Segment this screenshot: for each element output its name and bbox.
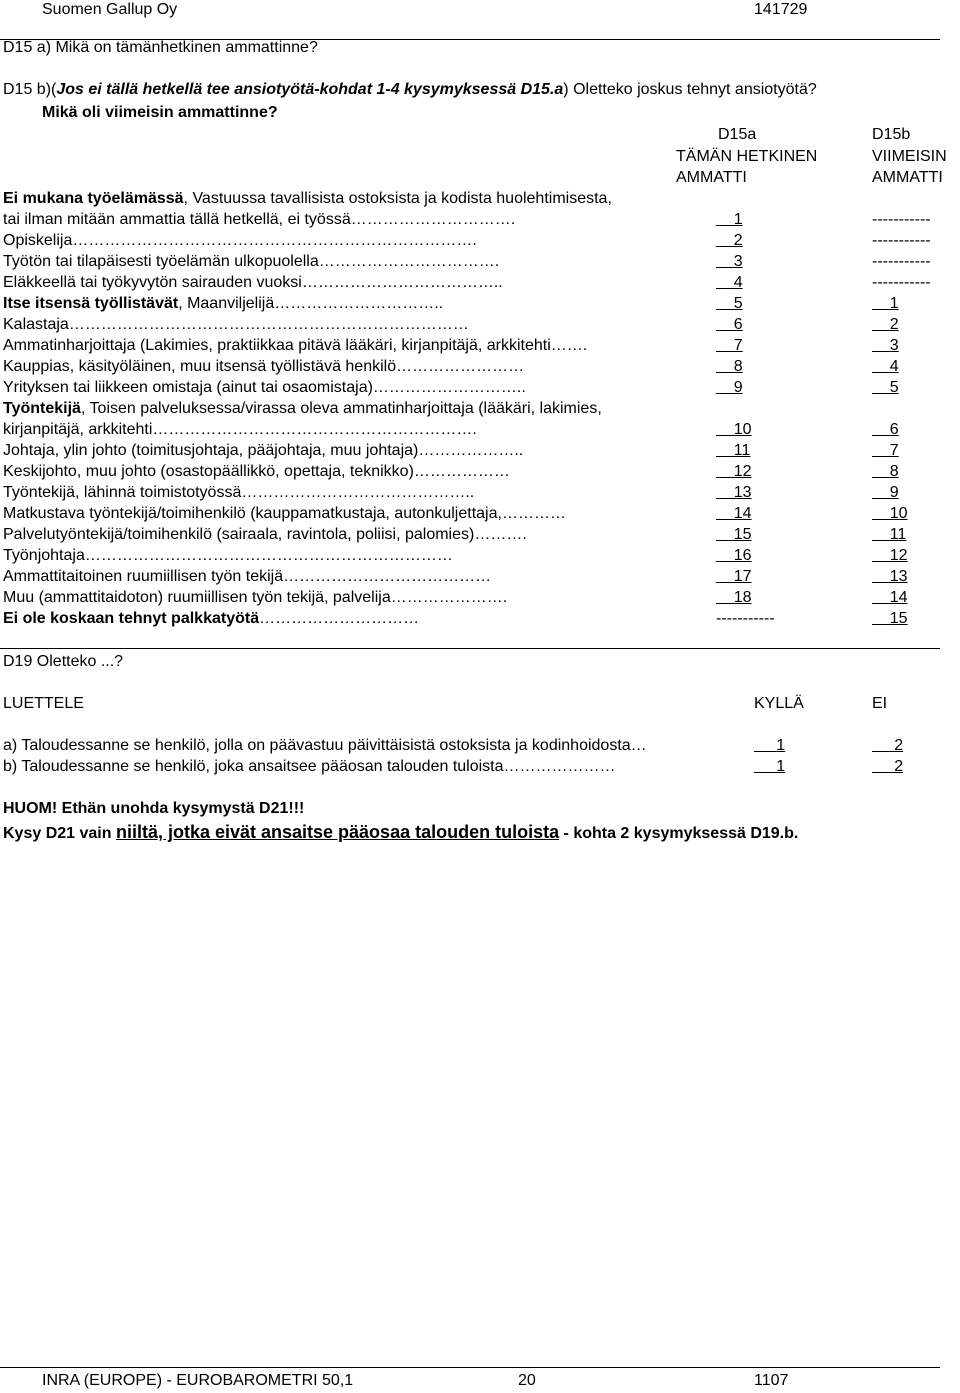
code-a: 10 bbox=[733, 421, 752, 438]
code-a: 13 bbox=[733, 484, 752, 501]
question-d15b-prefix: D15 b)( bbox=[3, 81, 57, 98]
note-line1: HUOM! Ethän unohda kysymystä D21!!! bbox=[3, 800, 305, 817]
d19-item-a-yes: 1 bbox=[776, 737, 786, 754]
code-b: 3 bbox=[889, 337, 899, 354]
col-a-code: D15a bbox=[718, 126, 757, 143]
d19-item-a-no: 2 bbox=[894, 737, 904, 754]
footer-survey: INRA (EUROPE) - EUROBAROMETRI 50,1 bbox=[42, 1372, 354, 1389]
row-text: Matkustava työntekijä/toimihenkilö (kauppamatkustaja, autonkuljettaja,………… bbox=[3, 505, 566, 522]
code-a: 5 bbox=[733, 295, 743, 312]
row-text: , Maanviljelijä………………………….. bbox=[178, 295, 444, 312]
code-a: 6 bbox=[733, 316, 743, 333]
code-a: 16 bbox=[733, 547, 752, 564]
occupation-row bbox=[3, 483, 474, 503]
d19-item-b: b) Taloudessanne se henkilö, joka ansaitsee pääosan talouden tuloista………………… bbox=[3, 758, 616, 775]
question-d15b bbox=[3, 80, 817, 100]
occupation-row bbox=[3, 441, 523, 461]
code-b: 8 bbox=[889, 463, 899, 480]
code-a: 11 bbox=[733, 442, 751, 459]
code-b: 12 bbox=[889, 547, 908, 564]
row-text: , Toisen palveluksessa/virassa oleva ammatinharjoittaja (lääkäri, lakimies, bbox=[80, 400, 602, 417]
occupation-row bbox=[3, 588, 507, 608]
note-emphasis: niiltä, jotka eivät ansaitse pääosaa talouden tuloista bbox=[115, 822, 560, 842]
occupation-row bbox=[3, 609, 419, 629]
occupation-row bbox=[3, 504, 566, 524]
question-d15b-instruction: Jos ei tällä hetkellä tee ansiotyötä-kohdat 1-4 kysymyksessä D15. bbox=[56, 81, 555, 98]
question-d15b-line2: Mikä oli viimeisin ammattinne? bbox=[42, 104, 278, 121]
row-text: Palvelutyöntekijä/toimihenkilö (sairaala, ravintola, poliisi, palomies)………. bbox=[3, 526, 527, 543]
row-text: tai ilman mitään ammattia tällä hetkellä, ei työssä…………………………. bbox=[3, 211, 516, 228]
row-text: Keskijohto, muu johto (osastopäällikkö, opettaja, teknikko)……………… bbox=[3, 463, 510, 480]
row-text: Yrityksen tai liikkeen omistaja (ainut tai osaomistaja)……………………….. bbox=[3, 379, 526, 396]
occupation-row bbox=[3, 462, 510, 482]
question-d15b-instruction-tail: a bbox=[554, 81, 564, 98]
code-b: 14 bbox=[889, 589, 908, 606]
row-text: Työtön tai tilapäisesti työelämän ulkopuolella……………………………. bbox=[3, 253, 500, 270]
code-a: 8 bbox=[733, 358, 743, 375]
code-b: 9 bbox=[889, 484, 899, 501]
code-b: ----------- bbox=[872, 274, 931, 291]
code-a: 15 bbox=[733, 526, 752, 543]
document-number: 141729 bbox=[754, 1, 808, 18]
row-text: Eläkkeellä tai työkyvytön sairauden vuoksi……………………………….. bbox=[3, 274, 503, 291]
code-a: 2 bbox=[733, 232, 743, 249]
code-a: 3 bbox=[733, 253, 743, 270]
code-a: 12 bbox=[733, 463, 752, 480]
occupation-row bbox=[3, 294, 443, 314]
note-line2: Kysy D21 vain niiltä, jotka eivät ansaitse pääosaa talouden tuloista - kohta 2 kysymyksessä D19.b. bbox=[3, 822, 799, 842]
row-text: Ammattitaitoinen ruumiillisen työn tekijä………………………………… bbox=[3, 568, 492, 585]
code-a: ----------- bbox=[716, 610, 775, 627]
code-b: 15 bbox=[889, 610, 908, 627]
row-bold: Ei ole koskaan tehnyt palkkatyötä bbox=[3, 610, 260, 627]
occupation-row bbox=[3, 336, 587, 356]
occupation-row bbox=[3, 567, 491, 587]
company-name: Suomen Gallup Oy bbox=[42, 1, 178, 18]
occupation-row bbox=[3, 357, 524, 377]
question-d19: D19 Oletteko ...? bbox=[3, 653, 124, 670]
code-a: 17 bbox=[733, 568, 752, 585]
code-b: 7 bbox=[889, 442, 899, 459]
col-a-line1: TÄMÄN HETKINEN bbox=[676, 148, 818, 165]
row-text: Johtaja, ylin johto (toimitusjohtaja, pääjohtaja, muu johtaja)……………….. bbox=[3, 442, 524, 459]
code-b: ----------- bbox=[872, 211, 931, 228]
no-header: EI bbox=[872, 695, 888, 712]
row-bold: Ei mukana työelämässä bbox=[3, 190, 184, 207]
d19-item-a: a) Taloudessanne se henkilö, jolla on päävastuu päivittäisistä ostoksista ja kodinhoidosta… bbox=[3, 737, 647, 754]
code-b: ----------- bbox=[872, 232, 931, 249]
row-text: Kalastaja………………………………………………………………… bbox=[3, 316, 469, 333]
row-bold: Työntekijä bbox=[3, 400, 81, 417]
row-text: Muu (ammattitaidoton) ruumiillisen työn tekijä, palvelija…………………. bbox=[3, 589, 508, 606]
row-text: Työntekijä, lähinnä toimistotyössä…………………………………….. bbox=[3, 484, 475, 501]
code-b: 10 bbox=[889, 505, 908, 522]
code-b: 6 bbox=[889, 421, 899, 438]
list-label: LUETTELE bbox=[3, 695, 84, 712]
row-text: Kauppias, käsityöläinen, muu itsensä työllistävä henkilö…………………… bbox=[3, 358, 525, 375]
yes-header: KYLLÄ bbox=[754, 695, 804, 712]
occupation-row bbox=[3, 525, 527, 545]
d19-item-b-yes: 1 bbox=[776, 758, 786, 775]
footer-rule bbox=[0, 1367, 940, 1368]
row-text: , Vastuussa tavallisista ostoksista ja kodista huolehtimisesta, bbox=[183, 190, 612, 207]
footer-code: 1107 bbox=[754, 1372, 789, 1389]
col-b-code: D15b bbox=[872, 126, 911, 143]
code-a: 9 bbox=[733, 379, 743, 396]
row-text: Opiskelija…………………………………………………………………. bbox=[3, 232, 477, 249]
col-a-line2: AMMATTI bbox=[676, 169, 747, 186]
code-a: 4 bbox=[733, 274, 743, 291]
row-bold: Itse itsensä työllistävät bbox=[3, 295, 179, 312]
question-d15b-suffix: ) Oletteko joskus tehnyt ansiotyötä? bbox=[563, 81, 817, 98]
code-b: 1 bbox=[889, 295, 899, 312]
occupation-row bbox=[3, 231, 477, 251]
code-a: 18 bbox=[733, 589, 752, 606]
code-b: 11 bbox=[889, 526, 907, 543]
code-a: 14 bbox=[733, 505, 752, 522]
occupation-row bbox=[3, 378, 526, 398]
row-text: kirjanpitäjä, arkkitehti……………………………………………………. bbox=[3, 421, 477, 438]
occupation-row bbox=[3, 546, 453, 566]
occupation-row bbox=[3, 273, 503, 293]
code-b: 5 bbox=[889, 379, 899, 396]
code-a: 7 bbox=[733, 337, 743, 354]
col-b-line2: AMMATTI bbox=[872, 169, 943, 186]
row-text: Työnjohtaja…………………………………………………………… bbox=[3, 547, 453, 564]
occupation-row bbox=[3, 210, 515, 230]
occupation-row bbox=[3, 399, 602, 419]
row-text: Ammatinharjoittaja (Lakimies, praktiikkaa pitävä lääkäri, kirjanpitäjä, arkkitehti……. bbox=[3, 337, 588, 354]
footer-page: 20 bbox=[518, 1372, 536, 1389]
section-rule bbox=[0, 648, 940, 649]
question-d15a: D15 a) Mikä on tämänhetkinen ammattinne? bbox=[3, 39, 318, 56]
code-a: 1 bbox=[733, 211, 743, 228]
row-text: ………………………… bbox=[259, 610, 420, 627]
occupation-row bbox=[3, 420, 477, 440]
occupation-row bbox=[3, 315, 469, 335]
d19-item-b-no: 2 bbox=[894, 758, 904, 775]
code-b: 4 bbox=[889, 358, 899, 375]
code-b: ----------- bbox=[872, 253, 931, 270]
code-b: 13 bbox=[889, 568, 908, 585]
code-b: 2 bbox=[889, 316, 899, 333]
occupation-row bbox=[3, 252, 499, 272]
occupation-row bbox=[3, 189, 612, 209]
col-b-line1: VIIMEISIN bbox=[872, 148, 947, 165]
